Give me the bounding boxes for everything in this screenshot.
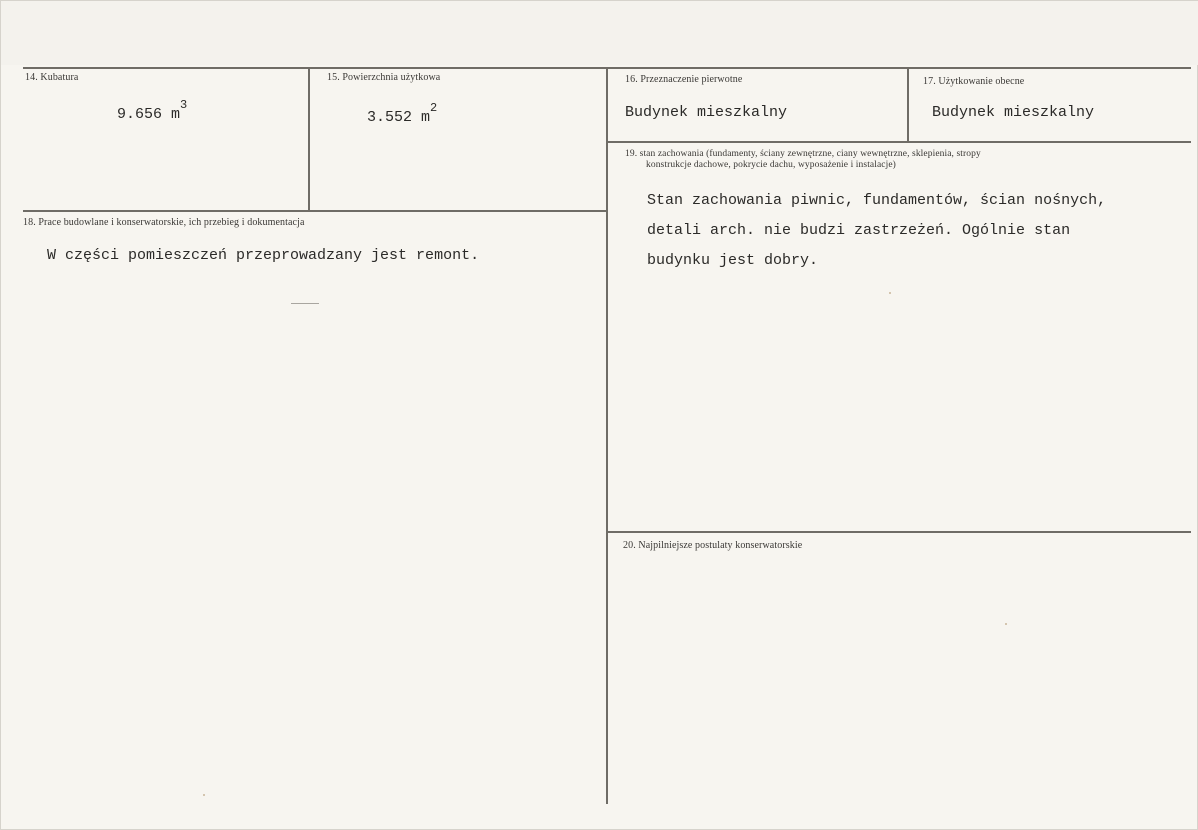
field-19-value xyxy=(647,186,1106,276)
field-19-line-3: budynku jest dobry. xyxy=(647,252,819,269)
rule-above-20 xyxy=(607,531,1191,533)
field-15-value xyxy=(367,101,438,126)
field-17-value: Budynek mieszkalny xyxy=(932,104,1095,121)
field-18-pencil-mark xyxy=(291,303,319,304)
field-18-value: W części pomieszczeń przeprowadzany jest remont. xyxy=(47,247,480,264)
paper-speck xyxy=(1005,623,1007,625)
divider-14-15 xyxy=(308,68,310,211)
field-20-label: 20. Najpilniejsze postulaty konserwatorskie xyxy=(623,540,803,551)
field-16-value: Budynek mieszkalny xyxy=(625,104,788,121)
field-19-label-line1: 19. stan zachowania (fundamenty, ściany zewnętrzne, ciany wewnętrzne, sklepienia, stropy xyxy=(625,149,981,159)
divider-16-17 xyxy=(907,68,909,142)
field-14-label: 14. Kubatura xyxy=(25,72,79,83)
rule-under-14-15 xyxy=(23,210,607,212)
divider-center xyxy=(606,68,608,804)
field-14-value xyxy=(117,98,188,123)
field-19-line-1: Stan zachowania piwnic, fundamentów, ścian nośnych, xyxy=(647,192,1107,209)
field-19-line-2: detali arch. nie budzi zastrzeżeń. Ogólnie stan xyxy=(647,222,1071,239)
field-16-label: 16. Przeznaczenie pierwotne xyxy=(625,74,743,85)
field-17-label: 17. Użytkowanie obecne xyxy=(923,76,1025,87)
card-top-margin xyxy=(1,1,1198,65)
field-15-exponent: 2 xyxy=(430,101,438,115)
field-19-label xyxy=(625,149,1165,171)
field-14-number: 9.656 m xyxy=(117,106,181,123)
field-14-exponent: 3 xyxy=(180,98,188,112)
field-15-label: 15. Powierzchnia użytkowa xyxy=(327,72,441,83)
paper-speck xyxy=(889,292,891,294)
rule-under-16-17 xyxy=(607,141,1191,143)
paper-speck xyxy=(203,794,205,796)
field-18-label: 18. Prace budowlane i konserwatorskie, ich przebieg i dokumentacja xyxy=(23,217,305,228)
field-15-number: 3.552 m xyxy=(367,109,431,126)
field-19-label-line2: konstrukcje dachowe, pokrycie dachu, wyposażenie i instalacje) xyxy=(646,160,896,170)
